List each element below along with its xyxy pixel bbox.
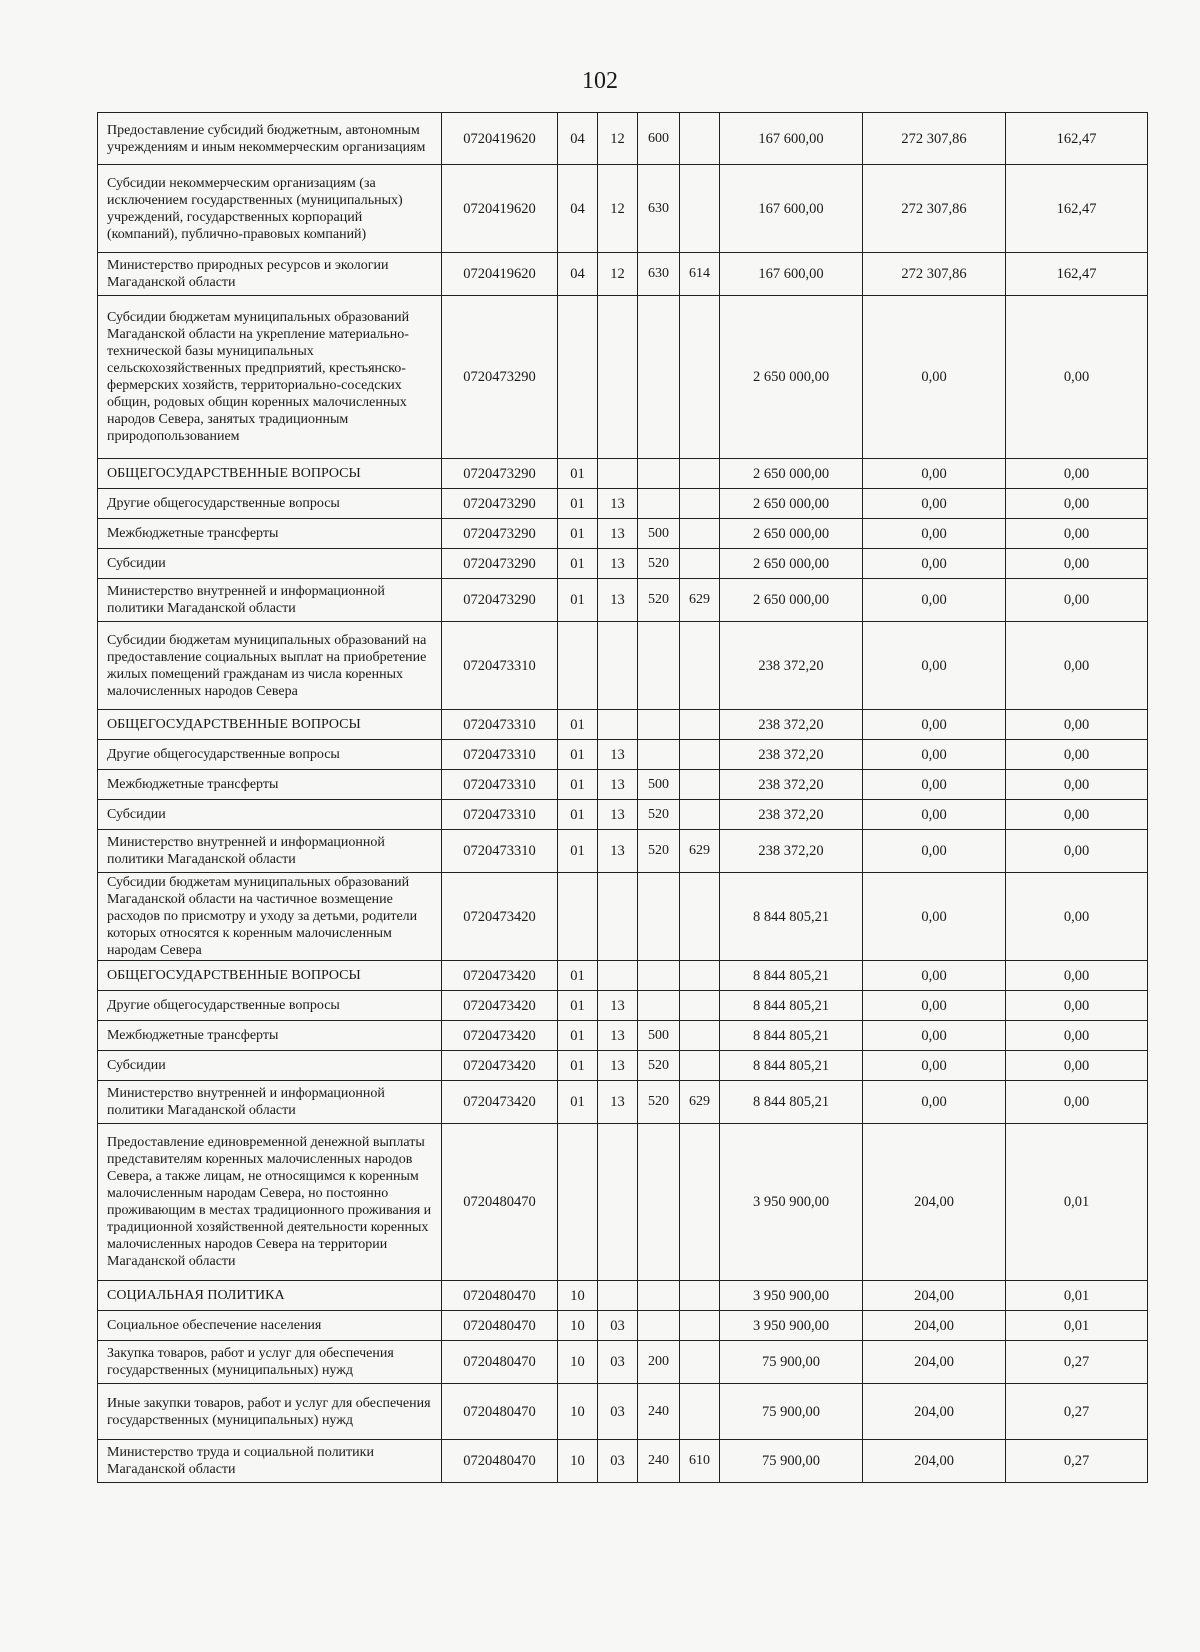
row-name: Министерство природных ресурсов и экологии Магаданской области [98,253,442,296]
table-row [98,961,1148,991]
expense-type [638,1311,680,1341]
plan-amount: 75 900,00 [720,1440,863,1483]
table-row [98,165,1148,253]
ministry-code [680,770,720,800]
expense-type: 630 [638,165,680,253]
execution-percent: 0,00 [1006,740,1148,770]
section-code: 10 [558,1281,598,1311]
target-code: 0720480470 [442,1384,558,1440]
target-code: 0720473310 [442,770,558,800]
execution-percent: 0,00 [1006,1081,1148,1124]
expense-type: 600 [638,113,680,165]
row-name: Предоставление субсидий бюджетным, автономным учреждениям и иным некоммерческим организациям [98,113,442,165]
plan-amount: 238 372,20 [720,740,863,770]
ministry-code [680,800,720,830]
expense-type [638,622,680,710]
section-code: 10 [558,1384,598,1440]
plan-amount: 238 372,20 [720,710,863,740]
target-code: 0720473290 [442,579,558,622]
execution-percent: 0,00 [1006,622,1148,710]
execution-percent: 0,00 [1006,873,1148,961]
section-code: 01 [558,800,598,830]
ministry-code: 610 [680,1440,720,1483]
table-row [98,549,1148,579]
plan-amount: 167 600,00 [720,113,863,165]
execution-percent: 162,47 [1006,113,1148,165]
actual-amount: 204,00 [863,1124,1006,1281]
section-code: 01 [558,489,598,519]
target-code: 0720480470 [442,1440,558,1483]
table-row [98,1341,1148,1384]
expense-type [638,710,680,740]
actual-amount: 0,00 [863,1021,1006,1051]
target-code: 0720473420 [442,991,558,1021]
ministry-code: 629 [680,1081,720,1124]
actual-amount: 272 307,86 [863,113,1006,165]
target-code: 0720473310 [442,622,558,710]
actual-amount: 0,00 [863,740,1006,770]
ministry-code [680,710,720,740]
plan-amount: 8 844 805,21 [720,1081,863,1124]
actual-amount: 0,00 [863,800,1006,830]
expense-type: 240 [638,1384,680,1440]
target-code: 0720473290 [442,549,558,579]
row-name: ОБЩЕГОСУДАРСТВЕННЫЕ ВОПРОСЫ [98,961,442,991]
actual-amount: 272 307,86 [863,253,1006,296]
ministry-code [680,296,720,459]
expense-type: 500 [638,770,680,800]
section-code: 01 [558,579,598,622]
row-name: Министерство внутренней и информационной политики Магаданской области [98,830,442,873]
section-code: 10 [558,1341,598,1384]
ministry-code [680,622,720,710]
actual-amount: 0,00 [863,459,1006,489]
subsection-code: 13 [598,1051,638,1081]
plan-amount: 2 650 000,00 [720,579,863,622]
execution-percent: 162,47 [1006,253,1148,296]
row-name: Социальное обеспечение населения [98,1311,442,1341]
target-code: 0720473310 [442,830,558,873]
actual-amount: 0,00 [863,622,1006,710]
target-code: 0720419620 [442,253,558,296]
plan-amount: 3 950 900,00 [720,1124,863,1281]
subsection-code: 12 [598,165,638,253]
subsection-code [598,1124,638,1281]
section-code: 01 [558,740,598,770]
row-name: Субсидии бюджетам муниципальных образований Магаданской области на частичное возмещение расходов по присмотру и уходу за детьми, родители которых относятся к коренным малочисленным народам Севера [98,873,442,961]
actual-amount: 0,00 [863,710,1006,740]
subsection-code: 13 [598,1081,638,1124]
target-code: 0720480470 [442,1281,558,1311]
page-number: 102 [582,68,618,94]
expense-type: 500 [638,1021,680,1051]
execution-percent: 0,00 [1006,770,1148,800]
execution-percent: 0,27 [1006,1440,1148,1483]
subsection-code: 03 [598,1341,638,1384]
expense-type [638,991,680,1021]
subsection-code: 13 [598,991,638,1021]
row-name: Другие общегосударственные вопросы [98,991,442,1021]
section-code: 01 [558,770,598,800]
table-row [98,1281,1148,1311]
ministry-code: 629 [680,579,720,622]
target-code: 0720419620 [442,165,558,253]
execution-percent: 0,00 [1006,549,1148,579]
table-row [98,113,1148,165]
row-name: Субсидии [98,1051,442,1081]
target-code: 0720480470 [442,1124,558,1281]
target-code: 0720473290 [442,459,558,489]
actual-amount: 204,00 [863,1281,1006,1311]
subsection-code: 13 [598,549,638,579]
row-name: Иные закупки товаров, работ и услуг для обеспечения государственных (муниципальных) нужд [98,1384,442,1440]
ministry-code [680,1021,720,1051]
plan-amount: 238 372,20 [720,622,863,710]
execution-percent: 0,00 [1006,1021,1148,1051]
target-code: 0720473420 [442,873,558,961]
target-code: 0720473420 [442,1081,558,1124]
ministry-code [680,1281,720,1311]
target-code: 0720473290 [442,519,558,549]
execution-percent: 0,00 [1006,991,1148,1021]
row-name: Субсидии бюджетам муниципальных образований Магаданской области на укрепление материально-технической базы муниципальных сельскохозяйственных предприятий, крестьянско-фермерских хозяйств, территориально-соседских общин, родовых общин коренных малочисленных народов Севера, занятых традиционным природопользованием [98,296,442,459]
ministry-code: 614 [680,253,720,296]
expense-type: 520 [638,579,680,622]
table-row [98,1311,1148,1341]
table-row [98,519,1148,549]
table-row [98,800,1148,830]
execution-percent: 0,01 [1006,1281,1148,1311]
execution-percent: 0,01 [1006,1311,1148,1341]
target-code: 0720473420 [442,1021,558,1051]
section-code: 01 [558,1081,598,1124]
plan-amount: 2 650 000,00 [720,549,863,579]
plan-amount: 2 650 000,00 [720,296,863,459]
execution-percent: 0,00 [1006,800,1148,830]
ministry-code [680,165,720,253]
expense-type [638,489,680,519]
subsection-code: 13 [598,830,638,873]
target-code: 0720473310 [442,740,558,770]
subsection-code: 03 [598,1384,638,1440]
section-code [558,873,598,961]
section-code: 01 [558,1021,598,1051]
subsection-code [598,710,638,740]
section-code: 01 [558,710,598,740]
expense-type [638,961,680,991]
table-row [98,770,1148,800]
plan-amount: 3 950 900,00 [720,1281,863,1311]
section-code [558,296,598,459]
expense-type: 500 [638,519,680,549]
row-name: Субсидии бюджетам муниципальных образований на предоставление социальных выплат на приобретение жилых помещений гражданам из числа коренных малочисленных народов Севера [98,622,442,710]
section-code: 04 [558,165,598,253]
ministry-code [680,961,720,991]
ministry-code [680,1311,720,1341]
subsection-code [598,873,638,961]
row-name: Министерство внутренней и информационной политики Магаданской области [98,579,442,622]
table-row [98,1440,1148,1483]
plan-amount: 167 600,00 [720,253,863,296]
target-code: 0720473290 [442,296,558,459]
ministry-code: 629 [680,830,720,873]
ministry-code [680,1124,720,1281]
plan-amount: 8 844 805,21 [720,873,863,961]
row-name: Предоставление единовременной денежной выплаты представителям коренных малочисленных народов Севера, а также лицам, не относящимся к коренным малочисленным народам Севера, но постоянно проживающим в местах традиционного проживания и традиционной хозяйственной деятельности коренных малочисленных народов Севера на территории Магаданской области [98,1124,442,1281]
row-name: Министерство труда и социальной политики Магаданской области [98,1440,442,1483]
table-row [98,579,1148,622]
subsection-code: 13 [598,1021,638,1051]
plan-amount: 2 650 000,00 [720,459,863,489]
actual-amount: 204,00 [863,1440,1006,1483]
actual-amount: 0,00 [863,579,1006,622]
actual-amount: 0,00 [863,961,1006,991]
execution-percent: 0,00 [1006,961,1148,991]
budget-table-body [98,113,1148,1483]
actual-amount: 0,00 [863,1081,1006,1124]
execution-percent: 0,00 [1006,519,1148,549]
table-row [98,459,1148,489]
row-name: Другие общегосударственные вопросы [98,740,442,770]
row-name: Субсидии [98,800,442,830]
table-row [98,1081,1148,1124]
row-name: ОБЩЕГОСУДАРСТВЕННЫЕ ВОПРОСЫ [98,459,442,489]
target-code: 0720480470 [442,1311,558,1341]
plan-amount: 8 844 805,21 [720,991,863,1021]
actual-amount: 0,00 [863,296,1006,459]
subsection-code [598,1281,638,1311]
plan-amount: 75 900,00 [720,1384,863,1440]
execution-percent: 0,27 [1006,1341,1148,1384]
row-name: Другие общегосударственные вопросы [98,489,442,519]
row-name: Субсидии некоммерческим организациям (за исключением государственных (муниципальных) учреждений, государственных корпораций (компаний), публично-правовых компаний) [98,165,442,253]
subsection-code: 12 [598,113,638,165]
actual-amount: 0,00 [863,519,1006,549]
row-name: ОБЩЕГОСУДАРСТВЕННЫЕ ВОПРОСЫ [98,710,442,740]
table-row [98,991,1148,1021]
actual-amount: 204,00 [863,1384,1006,1440]
table-row [98,253,1148,296]
ministry-code [680,519,720,549]
budget-table [97,112,1148,1483]
ministry-code [680,549,720,579]
plan-amount: 238 372,20 [720,830,863,873]
ministry-code [680,991,720,1021]
section-code: 01 [558,549,598,579]
subsection-code [598,622,638,710]
ministry-code [680,873,720,961]
table-row [98,710,1148,740]
table-row [98,1124,1148,1281]
section-code: 01 [558,1051,598,1081]
table-row [98,830,1148,873]
actual-amount: 0,00 [863,873,1006,961]
subsection-code [598,459,638,489]
table-row [98,622,1148,710]
section-code: 01 [558,830,598,873]
subsection-code: 13 [598,800,638,830]
subsection-code: 13 [598,579,638,622]
table-row [98,740,1148,770]
expense-type: 520 [638,549,680,579]
section-code: 10 [558,1440,598,1483]
ministry-code [680,489,720,519]
expense-type [638,459,680,489]
target-code: 0720473290 [442,489,558,519]
expense-type [638,1124,680,1281]
subsection-code: 13 [598,770,638,800]
actual-amount: 0,00 [863,770,1006,800]
execution-percent: 0,00 [1006,1051,1148,1081]
target-code: 0720473310 [442,800,558,830]
section-code: 01 [558,961,598,991]
expense-type: 520 [638,1081,680,1124]
table-row [98,296,1148,459]
expense-type [638,296,680,459]
actual-amount: 204,00 [863,1341,1006,1384]
section-code: 10 [558,1311,598,1341]
row-name: Закупка товаров, работ и услуг для обеспечения государственных (муниципальных) нужд [98,1341,442,1384]
actual-amount: 204,00 [863,1311,1006,1341]
table-row [98,1021,1148,1051]
table-row [98,1051,1148,1081]
expense-type: 630 [638,253,680,296]
table-row [98,489,1148,519]
expense-type: 240 [638,1440,680,1483]
execution-percent: 162,47 [1006,165,1148,253]
target-code: 0720419620 [442,113,558,165]
plan-amount: 167 600,00 [720,165,863,253]
row-name: Межбюджетные трансферты [98,770,442,800]
target-code: 0720473420 [442,1051,558,1081]
execution-percent: 0,00 [1006,489,1148,519]
subsection-code: 03 [598,1311,638,1341]
plan-amount: 2 650 000,00 [720,519,863,549]
section-code: 01 [558,991,598,1021]
section-code [558,622,598,710]
target-code: 0720480470 [442,1341,558,1384]
expense-type: 520 [638,1051,680,1081]
subsection-code: 13 [598,740,638,770]
actual-amount: 0,00 [863,1051,1006,1081]
plan-amount: 8 844 805,21 [720,961,863,991]
section-code: 04 [558,113,598,165]
row-name: Субсидии [98,549,442,579]
row-name: Министерство внутренней и информационной политики Магаданской области [98,1081,442,1124]
subsection-code: 13 [598,519,638,549]
execution-percent: 0,00 [1006,579,1148,622]
table-row [98,873,1148,961]
actual-amount: 0,00 [863,549,1006,579]
expense-type: 200 [638,1341,680,1384]
table-row [98,1384,1148,1440]
target-code: 0720473420 [442,961,558,991]
section-code: 04 [558,253,598,296]
section-code: 01 [558,459,598,489]
ministry-code [680,1384,720,1440]
plan-amount: 8 844 805,21 [720,1051,863,1081]
section-code [558,1124,598,1281]
row-name: Межбюджетные трансферты [98,1021,442,1051]
execution-percent: 0,00 [1006,459,1148,489]
ministry-code [680,740,720,770]
execution-percent: 0,01 [1006,1124,1148,1281]
execution-percent: 0,00 [1006,830,1148,873]
execution-percent: 0,00 [1006,710,1148,740]
subsection-code: 03 [598,1440,638,1483]
plan-amount: 8 844 805,21 [720,1021,863,1051]
execution-percent: 0,27 [1006,1384,1148,1440]
subsection-code [598,961,638,991]
expense-type [638,873,680,961]
row-name: Межбюджетные трансферты [98,519,442,549]
actual-amount: 0,00 [863,489,1006,519]
execution-percent: 0,00 [1006,296,1148,459]
plan-amount: 238 372,20 [720,800,863,830]
row-name: СОЦИАЛЬНАЯ ПОЛИТИКА [98,1281,442,1311]
plan-amount: 2 650 000,00 [720,489,863,519]
expense-type [638,1281,680,1311]
actual-amount: 0,00 [863,991,1006,1021]
plan-amount: 75 900,00 [720,1341,863,1384]
subsection-code: 13 [598,489,638,519]
ministry-code [680,1341,720,1384]
ministry-code [680,1051,720,1081]
section-code: 01 [558,519,598,549]
actual-amount: 272 307,86 [863,165,1006,253]
ministry-code [680,459,720,489]
ministry-code [680,113,720,165]
subsection-code [598,296,638,459]
target-code: 0720473310 [442,710,558,740]
expense-type [638,740,680,770]
actual-amount: 0,00 [863,830,1006,873]
plan-amount: 3 950 900,00 [720,1311,863,1341]
plan-amount: 238 372,20 [720,770,863,800]
expense-type: 520 [638,830,680,873]
expense-type: 520 [638,800,680,830]
subsection-code: 12 [598,253,638,296]
